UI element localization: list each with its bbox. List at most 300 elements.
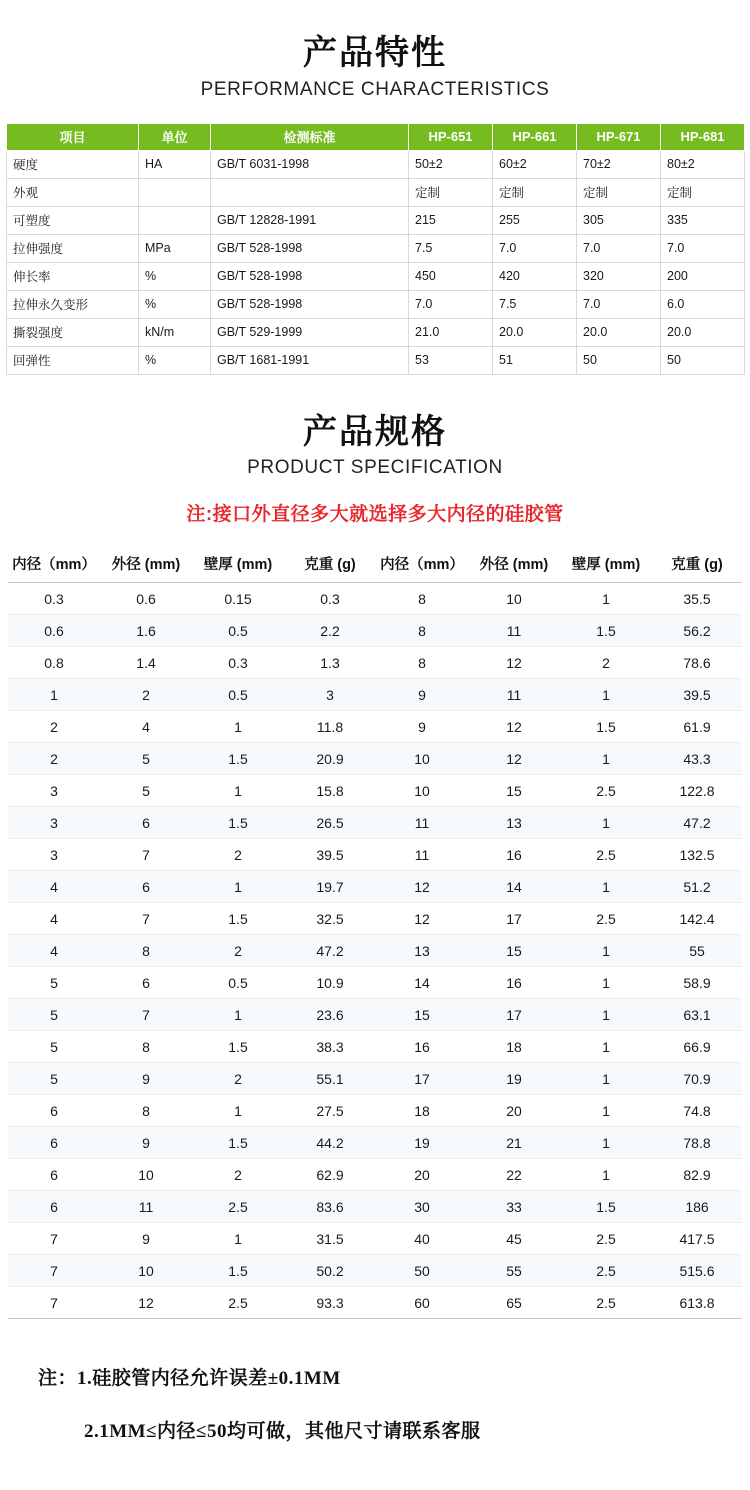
performance-cell: % xyxy=(139,346,211,374)
footer-note-1: 注：1.硅胶管内径允许误差±0.1MM xyxy=(38,1368,341,1389)
performance-cell: kN/m xyxy=(139,318,211,346)
specification-cell: 7 xyxy=(100,903,192,935)
specification-cell: 20 xyxy=(468,1095,560,1127)
specification-cell: 47.2 xyxy=(652,807,742,839)
specification-col-header: 外径 (mm) xyxy=(100,544,192,583)
specification-cell: 2 xyxy=(192,839,284,871)
specification-cell: 0.3 xyxy=(192,647,284,679)
specification-header-row xyxy=(8,544,742,583)
specification-cell: 417.5 xyxy=(652,1223,742,1255)
performance-cell: 50±2 xyxy=(409,150,493,178)
specification-cell: 1.5 xyxy=(192,1255,284,1287)
specification-title-en: PRODUCT SPECIFICATION xyxy=(247,457,503,478)
specification-cell: 8 xyxy=(376,647,468,679)
table-row xyxy=(8,647,742,679)
specification-cell: 31.5 xyxy=(284,1223,376,1255)
specification-cell: 2.5 xyxy=(560,1255,652,1287)
performance-cell: 伸长率 xyxy=(7,262,139,290)
specification-cell: 4 xyxy=(8,903,100,935)
table-row xyxy=(8,743,742,775)
specification-cell: 6 xyxy=(100,807,192,839)
performance-cell: 20.0 xyxy=(577,318,661,346)
specification-cell: 0.5 xyxy=(192,967,284,999)
specification-cell: 9 xyxy=(100,1063,192,1095)
table-row xyxy=(7,290,745,318)
performance-cell: GB/T 529-1999 xyxy=(211,318,409,346)
specification-cell: 3 xyxy=(8,839,100,871)
table-row xyxy=(8,807,742,839)
specification-cell: 2.5 xyxy=(560,839,652,871)
specification-cell: 1 xyxy=(560,1159,652,1191)
table-row xyxy=(8,839,742,871)
performance-cell: HA xyxy=(139,150,211,178)
table-row xyxy=(8,679,742,711)
table-row xyxy=(8,775,742,807)
specification-cell: 55 xyxy=(468,1255,560,1287)
specification-col-header: 壁厚 (mm) xyxy=(192,544,284,583)
footer-notes xyxy=(0,1363,750,1443)
specification-cell: 58.9 xyxy=(652,967,742,999)
performance-title-en: PERFORMANCE CHARACTERISTICS xyxy=(200,78,550,100)
performance-cell: 60±2 xyxy=(493,150,577,178)
performance-cell: 外观 xyxy=(7,178,139,206)
table-row xyxy=(8,903,742,935)
specification-cell: 2 xyxy=(100,679,192,711)
performance-col-header: 项目 xyxy=(7,123,139,150)
table-row xyxy=(7,206,745,234)
specification-col-header: 克重 (g) xyxy=(284,544,376,583)
specification-cell: 78.8 xyxy=(652,1127,742,1159)
specification-cell: 38.3 xyxy=(284,1031,376,1063)
specification-cell: 18 xyxy=(376,1095,468,1127)
performance-cell: 450 xyxy=(409,262,493,290)
specification-cell: 7 xyxy=(8,1223,100,1255)
specification-cell: 1.3 xyxy=(284,647,376,679)
table-row xyxy=(8,1063,742,1095)
specification-cell: 8 xyxy=(376,615,468,647)
specification-cell: 11.8 xyxy=(284,711,376,743)
performance-cell: 7.0 xyxy=(577,290,661,318)
specification-cell: 11 xyxy=(468,679,560,711)
performance-col-header: 检测标准 xyxy=(211,123,409,150)
performance-cell: GB/T 12828-1991 xyxy=(211,206,409,234)
performance-cell: 50 xyxy=(661,346,745,374)
specification-table-wrapper xyxy=(8,544,742,1319)
table-row xyxy=(8,871,742,903)
table-row xyxy=(8,935,742,967)
specification-cell: 1 xyxy=(560,743,652,775)
performance-cell: 硬度 xyxy=(7,150,139,178)
performance-cell: 20.0 xyxy=(493,318,577,346)
specification-cell: 63.1 xyxy=(652,999,742,1031)
table-row xyxy=(8,1095,742,1127)
performance-cell: 215 xyxy=(409,206,493,234)
performance-table-wrapper xyxy=(6,123,744,375)
specification-cell: 1 xyxy=(8,679,100,711)
table-row xyxy=(8,583,742,615)
specification-cell: 10 xyxy=(376,775,468,807)
specification-cell: 1 xyxy=(192,1095,284,1127)
specification-cell: 0.3 xyxy=(284,583,376,615)
specification-cell: 2 xyxy=(8,711,100,743)
specification-cell: 1.5 xyxy=(560,615,652,647)
specification-cell: 66.9 xyxy=(652,1031,742,1063)
performance-col-header: HP-651 xyxy=(409,123,493,150)
performance-cell: 320 xyxy=(577,262,661,290)
specification-cell: 10 xyxy=(100,1255,192,1287)
specification-cell: 7 xyxy=(8,1287,100,1319)
specification-cell: 6 xyxy=(8,1127,100,1159)
specification-cell: 16 xyxy=(468,839,560,871)
specification-cell: 12 xyxy=(100,1287,192,1319)
specification-cell: 15.8 xyxy=(284,775,376,807)
performance-col-header: 单位 xyxy=(139,123,211,150)
specification-cell: 515.6 xyxy=(652,1255,742,1287)
specification-cell: 9 xyxy=(376,679,468,711)
specification-cell: 132.5 xyxy=(652,839,742,871)
specification-cell: 2.5 xyxy=(560,903,652,935)
specification-cell: 1 xyxy=(192,871,284,903)
table-row xyxy=(8,1127,742,1159)
specification-cell: 17 xyxy=(468,999,560,1031)
specification-cell: 12 xyxy=(468,647,560,679)
performance-cell: 50 xyxy=(577,346,661,374)
specification-cell: 8 xyxy=(100,1095,192,1127)
specification-cell: 1 xyxy=(560,1031,652,1063)
performance-cell: 6.0 xyxy=(661,290,745,318)
specification-note: 注:接口外直径多大就选择多大内径的硅胶管 xyxy=(186,504,564,525)
table-row xyxy=(8,1255,742,1287)
performance-cell: 51 xyxy=(493,346,577,374)
specification-cell: 1 xyxy=(560,967,652,999)
specification-cell: 12 xyxy=(376,871,468,903)
specification-cell: 1.4 xyxy=(100,647,192,679)
specification-cell: 2.5 xyxy=(192,1191,284,1223)
specification-cell: 1 xyxy=(560,1095,652,1127)
table-row xyxy=(8,1159,742,1191)
performance-cell: % xyxy=(139,262,211,290)
specification-cell: 11 xyxy=(468,615,560,647)
specification-cell: 44.2 xyxy=(284,1127,376,1159)
table-row xyxy=(8,999,742,1031)
specification-cell: 35.5 xyxy=(652,583,742,615)
performance-cell: 定制 xyxy=(493,178,577,206)
specification-cell: 186 xyxy=(652,1191,742,1223)
performance-cell: 回弹性 xyxy=(7,346,139,374)
specification-cell: 2.2 xyxy=(284,615,376,647)
specification-cell: 4 xyxy=(8,935,100,967)
specification-cell: 17 xyxy=(376,1063,468,1095)
specification-cell: 83.6 xyxy=(284,1191,376,1223)
table-row xyxy=(7,178,745,206)
specification-cell: 11 xyxy=(100,1191,192,1223)
specification-cell: 7 xyxy=(8,1255,100,1287)
specification-heading xyxy=(0,375,750,480)
specification-cell: 0.3 xyxy=(8,583,100,615)
specification-cell: 13 xyxy=(468,807,560,839)
specification-cell: 12 xyxy=(468,711,560,743)
specification-cell: 1.5 xyxy=(560,1191,652,1223)
specification-cell: 4 xyxy=(100,711,192,743)
performance-cell: MPa xyxy=(139,234,211,262)
specification-cell: 30 xyxy=(376,1191,468,1223)
specification-cell: 1.5 xyxy=(192,807,284,839)
performance-cell: GB/T 528-1998 xyxy=(211,262,409,290)
specification-cell: 6 xyxy=(8,1159,100,1191)
specification-cell: 78.6 xyxy=(652,647,742,679)
specification-cell: 39.5 xyxy=(652,679,742,711)
specification-cell: 20 xyxy=(376,1159,468,1191)
specification-cell: 4 xyxy=(8,871,100,903)
performance-cell: GB/T 528-1998 xyxy=(211,234,409,262)
performance-col-header: HP-671 xyxy=(577,123,661,150)
performance-cell: 7.0 xyxy=(409,290,493,318)
specification-cell: 2 xyxy=(192,1159,284,1191)
performance-table xyxy=(6,123,745,375)
specification-cell: 0.6 xyxy=(100,583,192,615)
specification-cell: 142.4 xyxy=(652,903,742,935)
specification-cell: 11 xyxy=(376,807,468,839)
performance-cell: 7.0 xyxy=(577,234,661,262)
specification-cell: 1.5 xyxy=(192,1127,284,1159)
specification-cell: 613.8 xyxy=(652,1287,742,1319)
performance-cell: 335 xyxy=(661,206,745,234)
specification-cell: 5 xyxy=(100,743,192,775)
performance-cell: 53 xyxy=(409,346,493,374)
specification-cell: 6 xyxy=(8,1191,100,1223)
specification-cell: 2 xyxy=(192,1063,284,1095)
performance-cell: 255 xyxy=(493,206,577,234)
specification-cell: 18 xyxy=(468,1031,560,1063)
specification-cell: 33 xyxy=(468,1191,560,1223)
specification-cell: 3 xyxy=(284,679,376,711)
specification-cell: 1 xyxy=(192,711,284,743)
specification-cell: 0.6 xyxy=(8,615,100,647)
specification-cell: 61.9 xyxy=(652,711,742,743)
specification-cell: 10.9 xyxy=(284,967,376,999)
table-row xyxy=(7,234,745,262)
performance-cell: 80±2 xyxy=(661,150,745,178)
specification-cell: 2.5 xyxy=(560,1287,652,1319)
specification-cell: 8 xyxy=(376,583,468,615)
specification-cell: 1 xyxy=(560,999,652,1031)
performance-cell: 20.0 xyxy=(661,318,745,346)
specification-cell: 43.3 xyxy=(652,743,742,775)
specification-cell: 82.9 xyxy=(652,1159,742,1191)
specification-cell: 93.3 xyxy=(284,1287,376,1319)
specification-cell: 1 xyxy=(560,583,652,615)
performance-cell: 7.0 xyxy=(493,234,577,262)
specification-cell: 1 xyxy=(560,679,652,711)
specification-title-cn: 产品规格 xyxy=(303,412,447,451)
specification-cell: 32.5 xyxy=(284,903,376,935)
specification-cell: 1.5 xyxy=(192,903,284,935)
specification-cell: 7 xyxy=(100,839,192,871)
table-row xyxy=(8,1191,742,1223)
specification-cell: 70.9 xyxy=(652,1063,742,1095)
specification-cell: 7 xyxy=(100,999,192,1031)
specification-table xyxy=(8,544,742,1319)
specification-cell: 1.6 xyxy=(100,615,192,647)
specification-cell: 2.5 xyxy=(560,1223,652,1255)
specification-cell: 20.9 xyxy=(284,743,376,775)
performance-col-header: HP-681 xyxy=(661,123,745,150)
specification-cell: 2 xyxy=(560,647,652,679)
specification-cell: 6 xyxy=(8,1095,100,1127)
specification-cell: 40 xyxy=(376,1223,468,1255)
specification-cell: 10 xyxy=(376,743,468,775)
performance-heading xyxy=(0,0,750,101)
specification-cell: 62.9 xyxy=(284,1159,376,1191)
performance-header-row xyxy=(7,123,745,150)
specification-cell: 19 xyxy=(468,1063,560,1095)
specification-cell: 47.2 xyxy=(284,935,376,967)
specification-cell: 10 xyxy=(468,583,560,615)
specification-cell: 45 xyxy=(468,1223,560,1255)
performance-col-header: HP-661 xyxy=(493,123,577,150)
specification-cell: 5 xyxy=(100,775,192,807)
table-row xyxy=(7,346,745,374)
specification-cell: 0.15 xyxy=(192,583,284,615)
specification-cell: 23.6 xyxy=(284,999,376,1031)
specification-cell: 122.8 xyxy=(652,775,742,807)
specification-cell: 55 xyxy=(652,935,742,967)
specification-cell: 5 xyxy=(8,1063,100,1095)
table-row xyxy=(7,318,745,346)
specification-cell: 17 xyxy=(468,903,560,935)
performance-cell: 定制 xyxy=(409,178,493,206)
performance-cell: 定制 xyxy=(577,178,661,206)
table-row xyxy=(7,150,745,178)
specification-cell: 55.1 xyxy=(284,1063,376,1095)
table-row xyxy=(8,967,742,999)
performance-cell: % xyxy=(139,290,211,318)
specification-cell: 0.8 xyxy=(8,647,100,679)
specification-cell: 56.2 xyxy=(652,615,742,647)
specification-cell: 19.7 xyxy=(284,871,376,903)
specification-cell: 15 xyxy=(376,999,468,1031)
specification-cell: 8 xyxy=(100,935,192,967)
specification-cell: 50 xyxy=(376,1255,468,1287)
performance-cell: 70±2 xyxy=(577,150,661,178)
specification-cell: 14 xyxy=(468,871,560,903)
specification-cell: 3 xyxy=(8,775,100,807)
specification-cell: 1.5 xyxy=(192,743,284,775)
specification-cell: 2.5 xyxy=(560,775,652,807)
performance-cell: 200 xyxy=(661,262,745,290)
performance-cell: GB/T 528-1998 xyxy=(211,290,409,318)
specification-cell: 13 xyxy=(376,935,468,967)
specification-col-header: 外径 (mm) xyxy=(468,544,560,583)
performance-cell: 305 xyxy=(577,206,661,234)
specification-cell: 9 xyxy=(100,1127,192,1159)
specification-col-header: 克重 (g) xyxy=(652,544,742,583)
performance-cell: GB/T 6031-1998 xyxy=(211,150,409,178)
specification-cell: 6 xyxy=(100,871,192,903)
specification-cell: 8 xyxy=(100,1031,192,1063)
specification-cell: 6 xyxy=(100,967,192,999)
performance-cell: 可塑度 xyxy=(7,206,139,234)
specification-cell: 2 xyxy=(192,935,284,967)
footer-note-2: 2.1MM≤内径≤50均可做，其他尺寸请联系客服 xyxy=(84,1421,481,1442)
table-row xyxy=(8,1287,742,1319)
specification-cell: 16 xyxy=(468,967,560,999)
specification-cell: 9 xyxy=(376,711,468,743)
specification-cell: 14 xyxy=(376,967,468,999)
table-row xyxy=(7,262,745,290)
specification-cell: 1.5 xyxy=(560,711,652,743)
specification-cell: 27.5 xyxy=(284,1095,376,1127)
specification-cell: 5 xyxy=(8,1031,100,1063)
specification-col-header: 壁厚 (mm) xyxy=(560,544,652,583)
table-row xyxy=(8,1031,742,1063)
specification-cell: 11 xyxy=(376,839,468,871)
specification-cell: 60 xyxy=(376,1287,468,1319)
specification-cell: 3 xyxy=(8,807,100,839)
specification-col-header: 内径（mm） xyxy=(376,544,468,583)
specification-cell: 5 xyxy=(8,999,100,1031)
specification-cell: 1 xyxy=(560,807,652,839)
specification-cell: 1 xyxy=(192,775,284,807)
specification-cell: 26.5 xyxy=(284,807,376,839)
specification-cell: 39.5 xyxy=(284,839,376,871)
specification-cell: 22 xyxy=(468,1159,560,1191)
specification-cell: 0.5 xyxy=(192,679,284,711)
performance-cell: 定制 xyxy=(661,178,745,206)
specification-cell: 12 xyxy=(376,903,468,935)
specification-cell: 19 xyxy=(376,1127,468,1159)
specification-cell: 16 xyxy=(376,1031,468,1063)
table-row xyxy=(8,615,742,647)
performance-cell: 拉伸强度 xyxy=(7,234,139,262)
specification-cell: 2.5 xyxy=(192,1287,284,1319)
performance-cell: 7.5 xyxy=(493,290,577,318)
specification-cell: 65 xyxy=(468,1287,560,1319)
specification-cell: 51.2 xyxy=(652,871,742,903)
performance-title-cn: 产品特性 xyxy=(303,34,447,72)
specification-cell: 0.5 xyxy=(192,615,284,647)
performance-cell xyxy=(139,206,211,234)
performance-cell: 拉伸永久变形 xyxy=(7,290,139,318)
specification-cell: 74.8 xyxy=(652,1095,742,1127)
specification-cell: 1 xyxy=(560,871,652,903)
specification-cell: 15 xyxy=(468,935,560,967)
specification-cell: 5 xyxy=(8,967,100,999)
specification-cell: 9 xyxy=(100,1223,192,1255)
specification-cell: 2 xyxy=(8,743,100,775)
performance-cell xyxy=(139,178,211,206)
specification-col-header: 内径（mm） xyxy=(8,544,100,583)
performance-cell: 21.0 xyxy=(409,318,493,346)
specification-cell: 12 xyxy=(468,743,560,775)
performance-cell: 7.0 xyxy=(661,234,745,262)
specification-cell: 21 xyxy=(468,1127,560,1159)
specification-cell: 1 xyxy=(192,999,284,1031)
specification-cell: 1 xyxy=(560,1063,652,1095)
performance-cell: 420 xyxy=(493,262,577,290)
table-row xyxy=(8,711,742,743)
specification-cell: 1.5 xyxy=(192,1031,284,1063)
performance-cell: 7.5 xyxy=(409,234,493,262)
specification-cell: 1 xyxy=(560,935,652,967)
specification-cell: 50.2 xyxy=(284,1255,376,1287)
table-row xyxy=(8,1223,742,1255)
specification-cell: 1 xyxy=(560,1127,652,1159)
performance-cell xyxy=(211,178,409,206)
performance-cell: GB/T 1681-1991 xyxy=(211,346,409,374)
performance-cell: 撕裂强度 xyxy=(7,318,139,346)
specification-cell: 1 xyxy=(192,1223,284,1255)
